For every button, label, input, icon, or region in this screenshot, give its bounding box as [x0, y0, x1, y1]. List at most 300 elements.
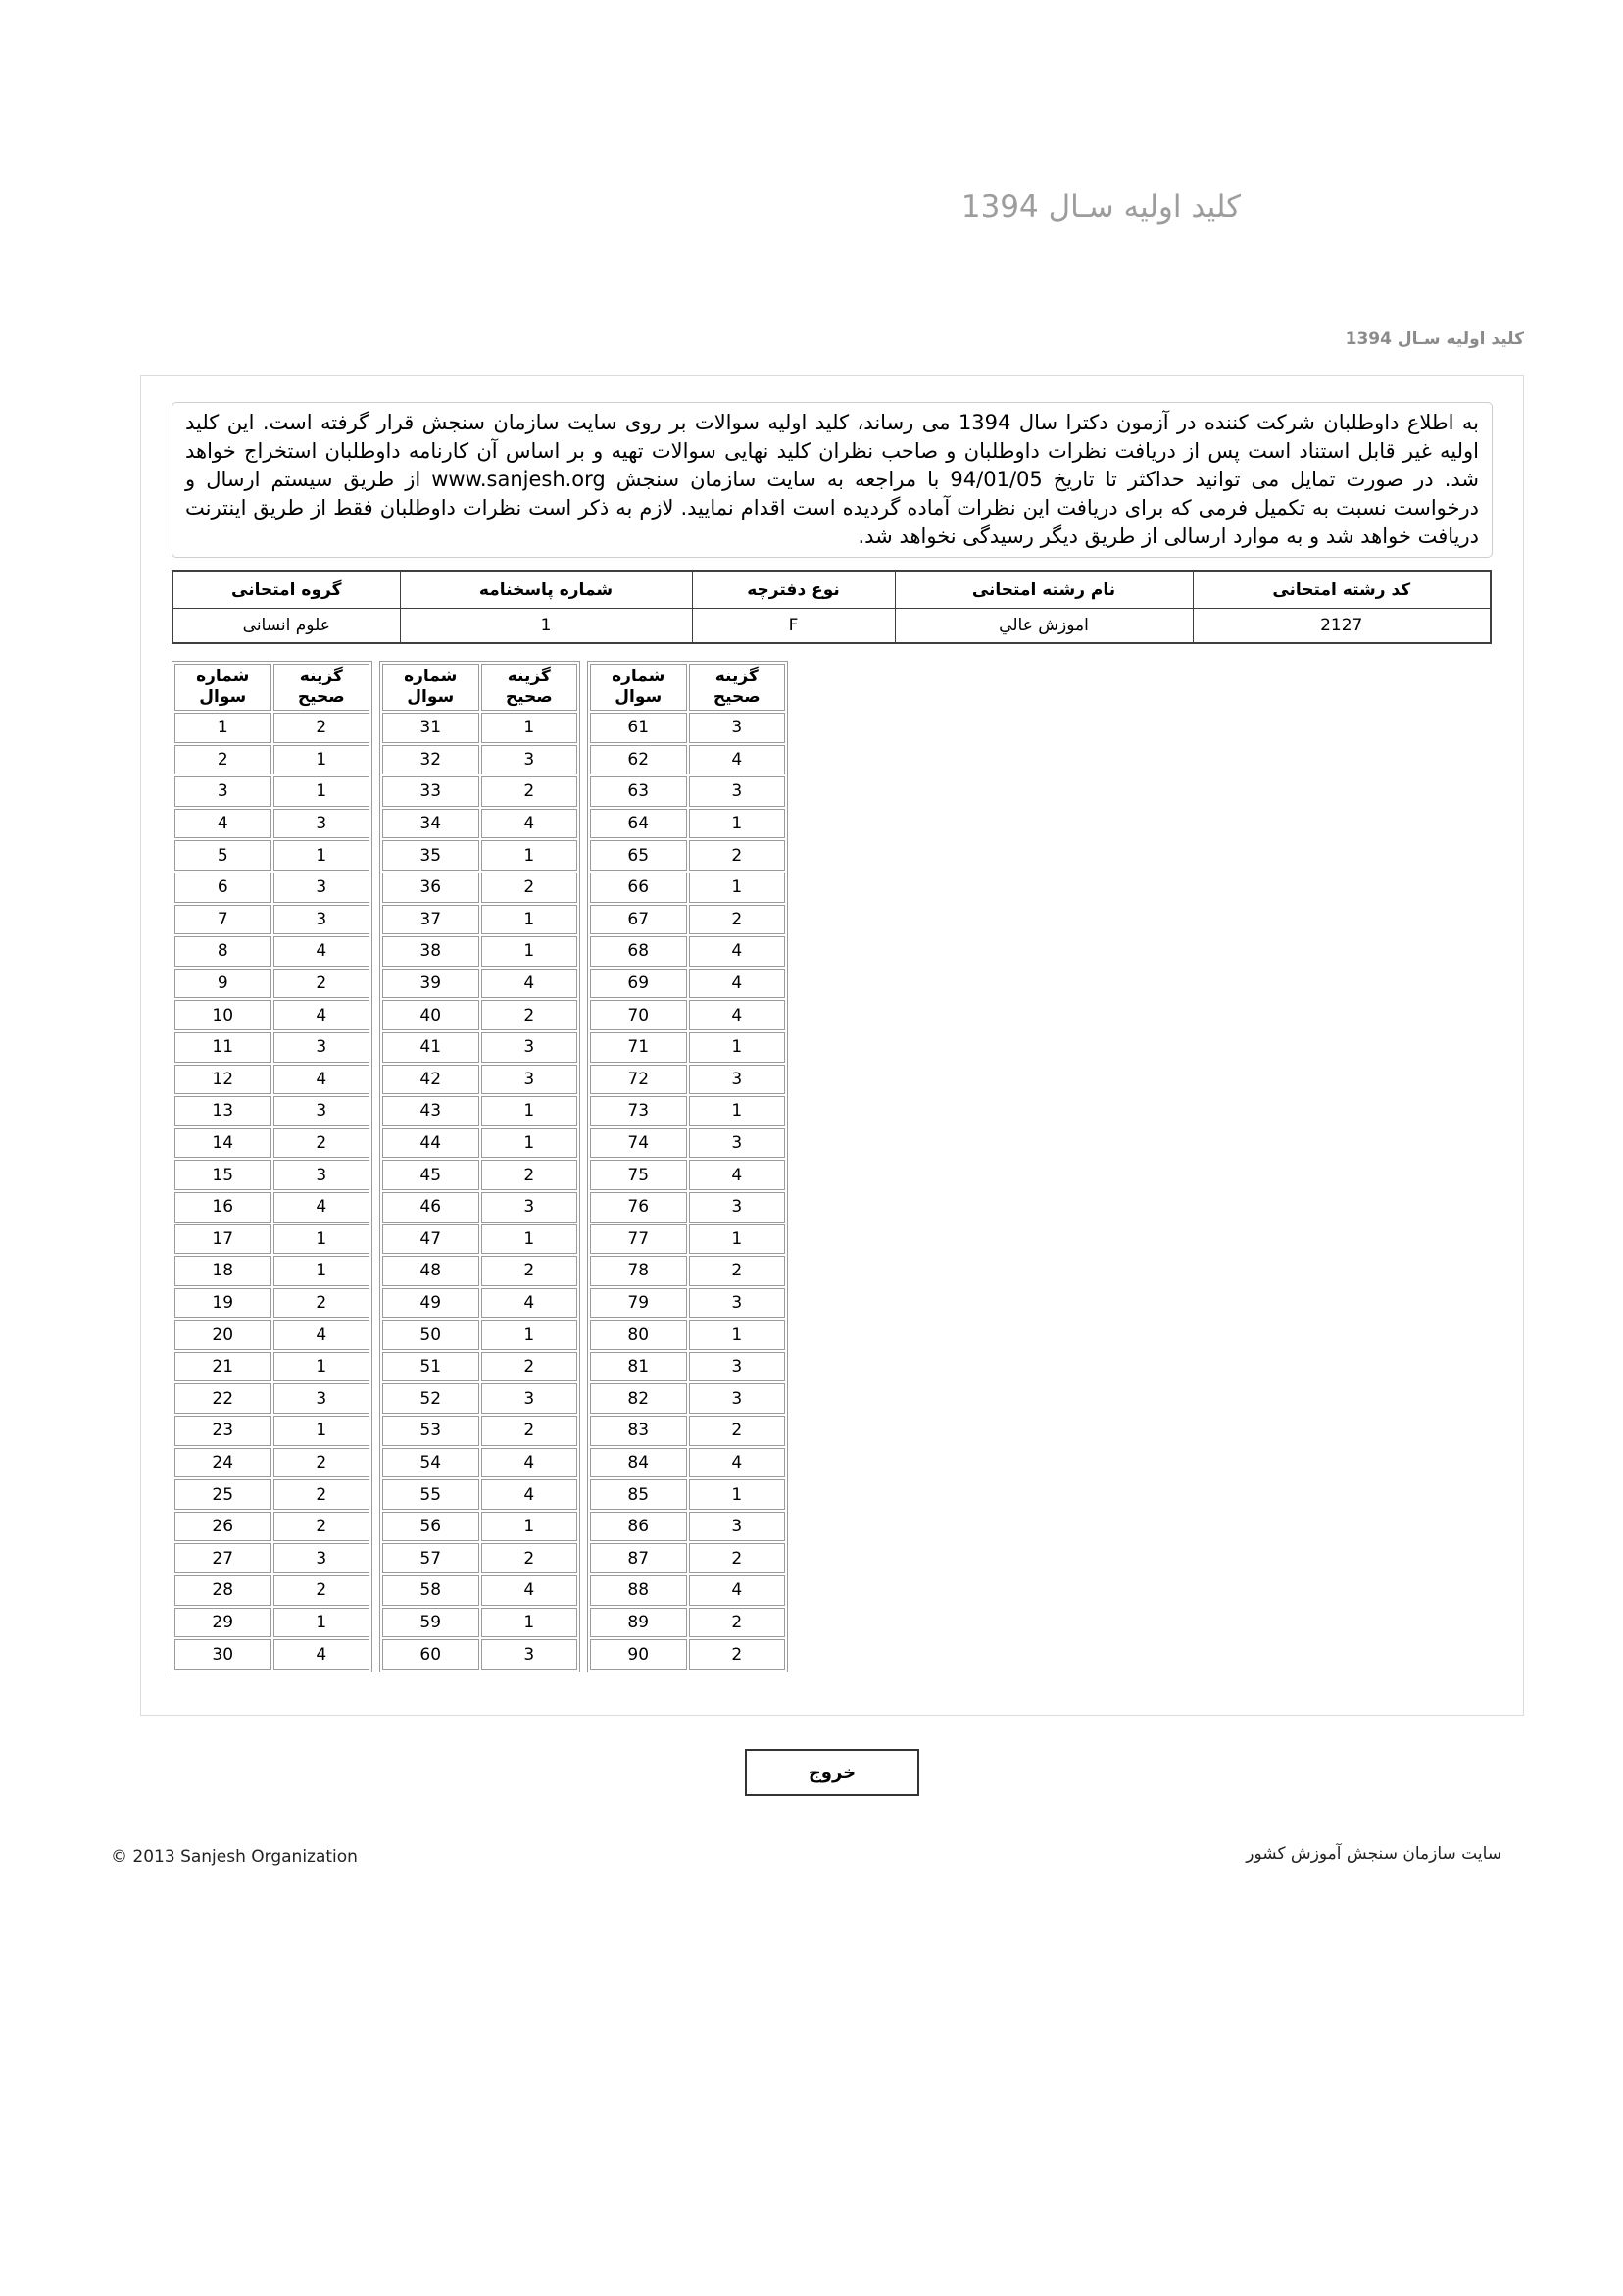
question-number-cell: 27	[174, 1543, 271, 1573]
answer-row	[174, 745, 369, 775]
answer-row	[382, 1256, 577, 1286]
question-number-cell: 90	[590, 1639, 687, 1670]
correct-option-cell: 4	[273, 1639, 370, 1670]
question-number-cell: 9	[174, 969, 271, 999]
question-number-cell: 13	[174, 1096, 271, 1126]
question-number-cell: 60	[382, 1639, 479, 1670]
answer-row	[382, 969, 577, 999]
answer-row	[174, 1288, 369, 1319]
answer-row	[590, 776, 785, 807]
answer-row	[590, 873, 785, 903]
exam-group-header: گروه امتحانی	[172, 571, 400, 609]
answer-row	[590, 1479, 785, 1510]
correct-option-cell: 3	[273, 873, 370, 903]
correct-option-cell: 1	[689, 1320, 786, 1350]
answer-row	[590, 1320, 785, 1350]
question-number-cell: 33	[382, 776, 479, 807]
correct-option-cell: 1	[273, 1352, 370, 1382]
answer-row	[590, 1448, 785, 1478]
correct-option-cell: 3	[273, 1096, 370, 1126]
correct-option-cell: 3	[481, 745, 578, 775]
question-number-cell: 29	[174, 1608, 271, 1638]
question-number-cell: 89	[590, 1608, 687, 1638]
answer-row	[174, 1065, 369, 1095]
answer-row	[590, 1096, 785, 1126]
question-number-cell: 87	[590, 1543, 687, 1573]
correct-option-cell: 2	[273, 969, 370, 999]
correct-option-cell: 1	[481, 1096, 578, 1126]
correct-option-cell: 3	[689, 1383, 786, 1414]
question-number-cell: 6	[174, 873, 271, 903]
answer-table-61-90	[587, 661, 788, 1672]
correct-option-cell: 4	[481, 1479, 578, 1510]
answer-row	[382, 905, 577, 935]
question-number-header: شماره سوال	[382, 664, 479, 711]
answer-row	[174, 1608, 369, 1638]
correct-option-cell: 3	[689, 1065, 786, 1095]
correct-option-cell: 2	[689, 905, 786, 935]
exam-code-value: 2127	[1193, 609, 1491, 644]
correct-option-cell: 3	[689, 713, 786, 743]
question-number-cell: 23	[174, 1416, 271, 1446]
question-number-cell: 57	[382, 1543, 479, 1573]
answer-row	[590, 809, 785, 839]
copyright-text: © 2013 Sanjesh Organization	[111, 1847, 358, 1867]
question-number-cell: 63	[590, 776, 687, 807]
correct-option-cell: 2	[273, 1128, 370, 1159]
exam-info-table	[172, 570, 1492, 644]
question-number-cell: 36	[382, 873, 479, 903]
answer-row	[174, 1575, 369, 1606]
question-number-cell: 83	[590, 1416, 687, 1446]
question-number-cell: 78	[590, 1256, 687, 1286]
question-number-cell: 52	[382, 1383, 479, 1414]
question-number-cell: 73	[590, 1096, 687, 1126]
correct-option-cell: 2	[689, 1256, 786, 1286]
correct-option-cell: 1	[689, 1479, 786, 1510]
correct-option-cell: 3	[689, 1512, 786, 1542]
question-number-cell: 86	[590, 1512, 687, 1542]
question-number-cell: 12	[174, 1065, 271, 1095]
answer-row	[590, 1160, 785, 1190]
question-number-cell: 16	[174, 1192, 271, 1223]
answer-header-row	[590, 664, 785, 711]
question-number-cell: 77	[590, 1224, 687, 1255]
question-number-cell: 81	[590, 1352, 687, 1382]
answer-row	[174, 1224, 369, 1255]
question-number-cell: 61	[590, 713, 687, 743]
question-number-cell: 22	[174, 1383, 271, 1414]
answer-row	[382, 1543, 577, 1573]
answer-row	[590, 1416, 785, 1446]
correct-option-cell: 2	[273, 1575, 370, 1606]
question-number-cell: 20	[174, 1320, 271, 1350]
question-number-cell: 40	[382, 1000, 479, 1030]
question-number-cell: 71	[590, 1032, 687, 1063]
question-number-cell: 2	[174, 745, 271, 775]
question-number-cell: 3	[174, 776, 271, 807]
answer-row	[382, 1192, 577, 1223]
answersheet-number-value: 1	[400, 609, 692, 644]
question-number-cell: 55	[382, 1479, 479, 1510]
answer-header-row	[174, 664, 369, 711]
correct-option-cell: 4	[481, 1448, 578, 1478]
question-number-cell: 14	[174, 1128, 271, 1159]
correct-option-cell: 3	[689, 776, 786, 807]
answer-row	[382, 1032, 577, 1063]
correct-option-cell: 3	[481, 1383, 578, 1414]
correct-option-cell: 2	[273, 1512, 370, 1542]
correct-option-cell: 4	[273, 1000, 370, 1030]
correct-option-cell: 4	[689, 1000, 786, 1030]
section-title: کلید اولیه سـال 1394	[1345, 329, 1524, 349]
answer-row	[382, 1065, 577, 1095]
question-number-cell: 10	[174, 1000, 271, 1030]
question-number-cell: 15	[174, 1160, 271, 1190]
notice-paragraph: به اطلاع داوطلبان شرکت کننده در آزمون دکترا سال 1394 می رساند، کلید اولیه سوالات بر روی سایت سازمان سنجش قرار گرفته است. این کلید اولیه غیر قابل استناد است پس از دریافت نظرات داوطلبان و صاحب نظران کلید نهایی سوالات تهیه و بر اساس آن کارنامه داوطلبان استخراج خواهد شد. در صورت تمایل می توانید حداکثر تا تاریخ 94/01/05 با مراجعه به سایت سازمان سنجش www.sanjesh.org از طریق سیستم ارسال و درخواست نسبت به تکمیل فرمی که برای دریافت این نظرات آماده گردیده است اقدام نمایید. لازم به ذکر است نظرات داوطلبان فقط از طریق اینترنت دریافت خواهد شد و به موارد ارسالی از طریق دیگر رسیدگی نخواهد شد.	[172, 402, 1493, 558]
question-number-cell: 11	[174, 1032, 271, 1063]
answer-row	[382, 1096, 577, 1126]
correct-option-header: گزینه صحیح	[689, 664, 786, 711]
answer-row	[590, 1065, 785, 1095]
question-number-cell: 7	[174, 905, 271, 935]
answer-row	[590, 1128, 785, 1159]
exam-info-header-row	[172, 571, 1491, 609]
question-number-cell: 26	[174, 1512, 271, 1542]
answer-row	[382, 809, 577, 839]
answer-row	[174, 713, 369, 743]
booklet-type-value: F	[692, 609, 895, 644]
correct-option-cell: 2	[273, 713, 370, 743]
answer-row	[382, 936, 577, 967]
answer-row	[382, 1575, 577, 1606]
correct-option-cell: 1	[273, 745, 370, 775]
question-number-cell: 54	[382, 1448, 479, 1478]
question-number-cell: 49	[382, 1288, 479, 1319]
question-number-cell: 31	[382, 713, 479, 743]
answer-row	[174, 809, 369, 839]
answer-row	[590, 1575, 785, 1606]
correct-option-cell: 1	[273, 1416, 370, 1446]
correct-option-cell: 2	[689, 840, 786, 871]
question-number-cell: 59	[382, 1608, 479, 1638]
exam-field-name-header: نام رشته امتحانی	[895, 571, 1193, 609]
answer-table-31-60	[379, 661, 580, 1672]
correct-option-cell: 1	[273, 840, 370, 871]
question-number-cell: 17	[174, 1224, 271, 1255]
correct-option-cell: 2	[273, 1448, 370, 1478]
question-number-cell: 51	[382, 1352, 479, 1382]
correct-option-cell: 4	[689, 1448, 786, 1478]
correct-option-cell: 3	[273, 905, 370, 935]
answer-row	[174, 1192, 369, 1223]
correct-option-cell: 1	[481, 1512, 578, 1542]
question-number-cell: 80	[590, 1320, 687, 1350]
correct-option-cell: 2	[273, 1288, 370, 1319]
question-number-cell: 44	[382, 1128, 479, 1159]
question-number-cell: 79	[590, 1288, 687, 1319]
correct-option-cell: 3	[689, 1192, 786, 1223]
question-number-cell: 28	[174, 1575, 271, 1606]
question-number-cell: 75	[590, 1160, 687, 1190]
answer-row	[590, 969, 785, 999]
question-number-cell: 43	[382, 1096, 479, 1126]
answer-key-section	[172, 661, 1493, 1672]
question-number-cell: 48	[382, 1256, 479, 1286]
answer-row	[590, 1608, 785, 1638]
correct-option-cell: 3	[273, 1543, 370, 1573]
correct-option-cell: 3	[689, 1352, 786, 1382]
answer-header-row	[382, 664, 577, 711]
correct-option-cell: 1	[481, 840, 578, 871]
question-number-cell: 18	[174, 1256, 271, 1286]
correct-option-cell: 2	[689, 1543, 786, 1573]
answer-row	[590, 905, 785, 935]
correct-option-cell: 4	[481, 809, 578, 839]
correct-option-cell: 2	[273, 1479, 370, 1510]
question-number-cell: 24	[174, 1448, 271, 1478]
question-number-cell: 38	[382, 936, 479, 967]
answer-row	[174, 1160, 369, 1190]
question-number-cell: 41	[382, 1032, 479, 1063]
answer-row	[590, 745, 785, 775]
correct-option-cell: 3	[481, 1192, 578, 1223]
question-number-cell: 25	[174, 1479, 271, 1510]
question-number-cell: 30	[174, 1639, 271, 1670]
exit-button[interactable]: خروج	[745, 1749, 919, 1796]
question-number-cell: 32	[382, 745, 479, 775]
answer-row	[174, 873, 369, 903]
booklet-type-header: نوع دفترچه	[692, 571, 895, 609]
answer-row	[382, 873, 577, 903]
question-number-header: شماره سوال	[174, 664, 271, 711]
correct-option-header: گزینه صحیح	[481, 664, 578, 711]
question-number-cell: 45	[382, 1160, 479, 1190]
correct-option-cell: 1	[481, 936, 578, 967]
correct-option-cell: 1	[273, 776, 370, 807]
answer-row	[174, 1416, 369, 1446]
answer-row	[590, 1192, 785, 1223]
answer-row	[174, 1096, 369, 1126]
correct-option-cell: 4	[273, 936, 370, 967]
question-number-cell: 66	[590, 873, 687, 903]
question-number-cell: 68	[590, 936, 687, 967]
answer-row	[382, 840, 577, 871]
answer-row	[174, 1383, 369, 1414]
answer-row	[382, 1288, 577, 1319]
answer-row	[590, 1224, 785, 1255]
answer-row	[590, 1256, 785, 1286]
page-title: کلید اولیه سـال 1394	[960, 189, 1241, 225]
correct-option-cell: 1	[689, 1096, 786, 1126]
correct-option-cell: 3	[273, 1032, 370, 1063]
correct-option-cell: 1	[481, 1608, 578, 1638]
answer-row	[382, 1160, 577, 1190]
answer-row	[382, 745, 577, 775]
question-number-cell: 88	[590, 1575, 687, 1606]
question-number-cell: 42	[382, 1065, 479, 1095]
answer-row	[590, 1512, 785, 1542]
answer-row	[590, 1288, 785, 1319]
correct-option-cell: 2	[689, 1639, 786, 1670]
answer-row	[174, 1128, 369, 1159]
correct-option-cell: 2	[481, 776, 578, 807]
answer-row	[382, 1479, 577, 1510]
question-number-cell: 35	[382, 840, 479, 871]
correct-option-cell: 1	[689, 809, 786, 839]
answer-row	[174, 936, 369, 967]
question-number-cell: 1	[174, 713, 271, 743]
correct-option-cell: 2	[481, 1543, 578, 1573]
correct-option-cell: 4	[689, 745, 786, 775]
correct-option-cell: 4	[481, 969, 578, 999]
correct-option-header: گزینه صحیح	[273, 664, 370, 711]
question-number-cell: 76	[590, 1192, 687, 1223]
answer-row	[382, 1352, 577, 1382]
correct-option-cell: 2	[481, 1160, 578, 1190]
question-number-cell: 69	[590, 969, 687, 999]
answer-row	[174, 1320, 369, 1350]
correct-option-cell: 1	[481, 1320, 578, 1350]
question-number-cell: 34	[382, 809, 479, 839]
question-number-cell: 8	[174, 936, 271, 967]
question-number-cell: 39	[382, 969, 479, 999]
question-number-cell: 64	[590, 809, 687, 839]
answer-row	[174, 905, 369, 935]
answer-row	[382, 1320, 577, 1350]
answer-row	[590, 840, 785, 871]
correct-option-cell: 4	[273, 1192, 370, 1223]
correct-option-cell: 2	[481, 1416, 578, 1446]
answer-row	[174, 1543, 369, 1573]
answer-row	[174, 1448, 369, 1478]
correct-option-cell: 3	[481, 1065, 578, 1095]
answer-row	[382, 713, 577, 743]
question-number-cell: 21	[174, 1352, 271, 1382]
correct-option-cell: 2	[481, 873, 578, 903]
answer-row	[590, 1032, 785, 1063]
answer-row	[382, 1608, 577, 1638]
correct-option-cell: 1	[273, 1256, 370, 1286]
correct-option-cell: 1	[273, 1608, 370, 1638]
correct-option-cell: 4	[689, 936, 786, 967]
answer-row	[382, 1224, 577, 1255]
question-number-cell: 70	[590, 1000, 687, 1030]
answer-row	[174, 1639, 369, 1670]
correct-option-cell: 3	[273, 1160, 370, 1190]
correct-option-cell: 4	[481, 1575, 578, 1606]
question-number-cell: 74	[590, 1128, 687, 1159]
answer-row	[174, 840, 369, 871]
answer-table-1-30	[172, 661, 372, 1672]
answer-row	[382, 1448, 577, 1478]
question-number-cell: 82	[590, 1383, 687, 1414]
correct-option-cell: 1	[481, 1224, 578, 1255]
correct-option-cell: 2	[689, 1416, 786, 1446]
answer-row	[590, 1639, 785, 1670]
question-number-cell: 56	[382, 1512, 479, 1542]
answer-row	[174, 1512, 369, 1542]
question-number-cell: 84	[590, 1448, 687, 1478]
answer-row	[174, 1352, 369, 1382]
correct-option-cell: 1	[481, 1128, 578, 1159]
question-number-cell: 50	[382, 1320, 479, 1350]
correct-option-cell: 4	[689, 1160, 786, 1190]
correct-option-cell: 3	[481, 1032, 578, 1063]
correct-option-cell: 2	[689, 1608, 786, 1638]
question-number-cell: 53	[382, 1416, 479, 1446]
correct-option-cell: 4	[481, 1288, 578, 1319]
answer-row	[382, 1416, 577, 1446]
question-number-cell: 58	[382, 1575, 479, 1606]
exam-field-name-value: اموزش عالي	[895, 609, 1193, 644]
question-number-cell: 5	[174, 840, 271, 871]
exam-code-header: کد رشته امتحانی	[1193, 571, 1491, 609]
correct-option-cell: 4	[273, 1065, 370, 1095]
question-number-header: شماره سوال	[590, 664, 687, 711]
correct-option-cell: 2	[481, 1000, 578, 1030]
question-number-cell: 37	[382, 905, 479, 935]
answer-row	[590, 1000, 785, 1030]
answer-row	[174, 1000, 369, 1030]
answer-row	[382, 1383, 577, 1414]
correct-option-cell: 4	[689, 969, 786, 999]
answer-row	[174, 969, 369, 999]
answer-row	[590, 713, 785, 743]
answer-row	[382, 1512, 577, 1542]
answer-row	[382, 1639, 577, 1670]
question-number-cell: 62	[590, 745, 687, 775]
correct-option-cell: 3	[273, 1383, 370, 1414]
organization-site-text: سایت سازمان سنجش آموزش کشور	[1246, 1844, 1501, 1864]
exam-group-value: علوم انسانی	[172, 609, 400, 644]
answer-row	[590, 1383, 785, 1414]
answer-row	[590, 1352, 785, 1382]
question-number-cell: 4	[174, 809, 271, 839]
exam-info-value-row	[172, 609, 1491, 644]
correct-option-cell: 4	[273, 1320, 370, 1350]
correct-option-cell: 2	[481, 1256, 578, 1286]
answer-row	[174, 776, 369, 807]
correct-option-cell: 1	[273, 1224, 370, 1255]
answer-row	[590, 936, 785, 967]
question-number-cell: 47	[382, 1224, 479, 1255]
correct-option-cell: 3	[689, 1128, 786, 1159]
answer-row	[590, 1543, 785, 1573]
question-number-cell: 65	[590, 840, 687, 871]
answersheet-number-header: شماره پاسخنامه	[400, 571, 692, 609]
answer-row	[174, 1032, 369, 1063]
correct-option-cell: 1	[689, 873, 786, 903]
correct-option-cell: 1	[689, 1224, 786, 1255]
correct-option-cell: 3	[481, 1639, 578, 1670]
question-number-cell: 72	[590, 1065, 687, 1095]
correct-option-cell: 3	[273, 809, 370, 839]
question-number-cell: 19	[174, 1288, 271, 1319]
answer-row	[382, 1128, 577, 1159]
content-panel	[140, 375, 1524, 1716]
question-number-cell: 67	[590, 905, 687, 935]
correct-option-cell: 1	[689, 1032, 786, 1063]
correct-option-cell: 1	[481, 905, 578, 935]
answer-row	[174, 1479, 369, 1510]
question-number-cell: 85	[590, 1479, 687, 1510]
question-number-cell: 46	[382, 1192, 479, 1223]
correct-option-cell: 3	[689, 1288, 786, 1319]
correct-option-cell: 1	[481, 713, 578, 743]
answer-row	[382, 1000, 577, 1030]
answer-row	[174, 1256, 369, 1286]
